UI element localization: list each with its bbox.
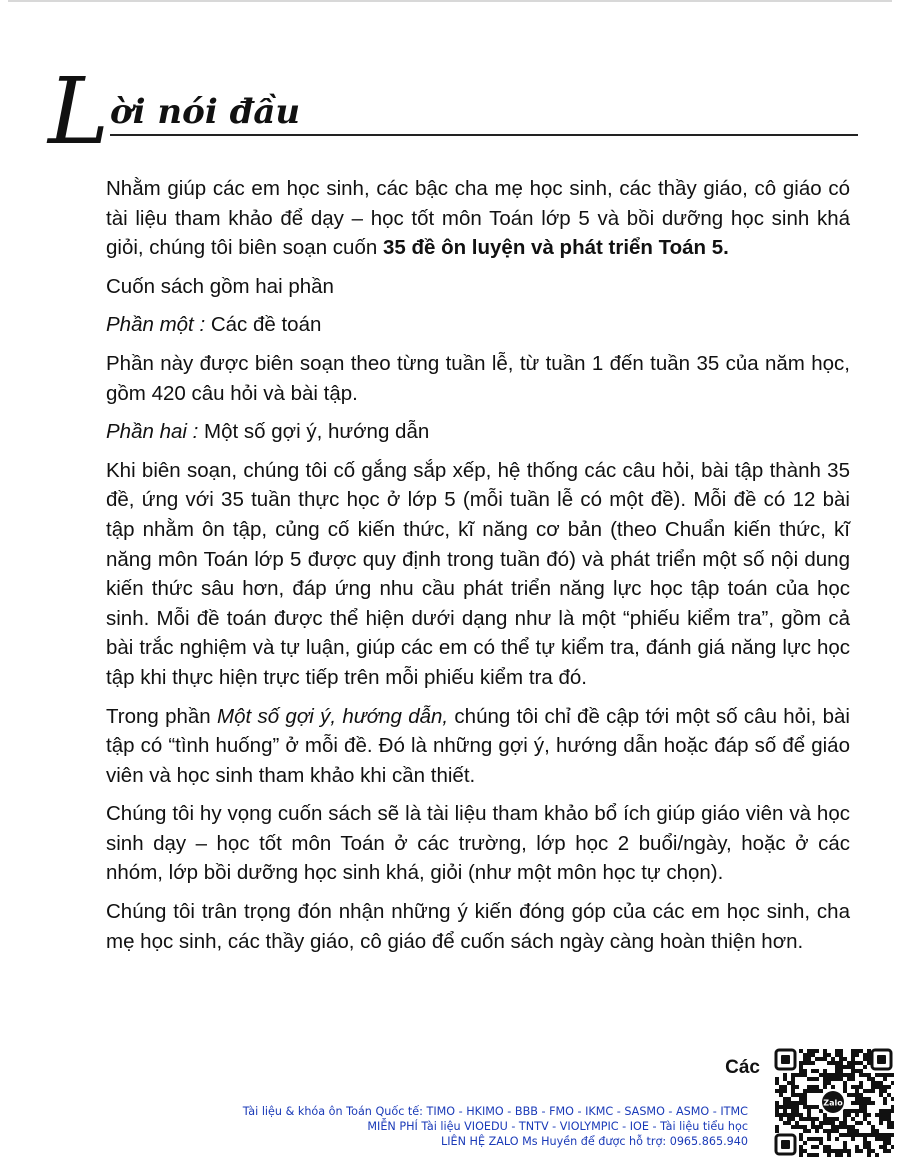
hints-italic: Một số gợi ý, hướng dẫn, <box>217 704 449 728</box>
part-two-label: Phần hai : <box>106 420 199 444</box>
title-initial: L <box>48 58 110 165</box>
part-one-heading <box>106 310 850 340</box>
part-one-description: Phần này được biên soạn theo từng tuần lễ, từ tuần 1 đến tuần 35 của năm học, gồm 420 câu hỏi và bài tập. <box>106 351 850 405</box>
part-two-text: Một số gợi ý, hướng dẫn <box>198 420 430 444</box>
structure-paragraph: Cuốn sách gồm hai phần <box>106 274 334 298</box>
footer-promo <box>243 1104 748 1149</box>
thanks-paragraph: Chúng tôi trân trọng đón nhận những ý kiến đóng góp của các em học sinh, cha mẹ học sinh, các thầy giáo, cô giáo để cuốn sách ngày càng hoàn thiện hơn. <box>106 900 850 953</box>
intro-text: Nhằm giúp các em học sinh, các bậc cha mẹ học sinh, các thầy giáo, cô giáo có tài liệu tham khảo để dạy – học tốt môn Toán lớp 5 và bồi dưỡng học sinh khá giỏi, chúng tôi biên soạn cuốn <box>106 177 850 260</box>
compose-paragraph: Khi biên soạn, chúng tôi cố gắng sắp xếp, hệ thống các câu hỏi, bài tập thành 35 đề, ứng với 35 tuần thực học ở lớp 5 (mỗi tuần lễ có một đề). Mỗi đề có 12 bài tập nhằm ôn tập, củng cố kiến thức, kĩ năng cơ bản (theo Chuẩn kiến thức, kĩ năng môn Toán lớp 5 được quy định trong tuần đó) và phát triển một số nội dung kiến thức sâu hơn, đáp ứng nhu cầu phát triển năng lực học tập toán của học sinh. Mỗi đề toán được thể hiện dưới dạng như là một “phiếu kiểm tra”, gồm cả bài trắc nghiệm và tự luận, giúp các em có thể tự kiểm tra, đánh giá năng lực học tập khi thực hiện trực tiếp trên mỗi phiếu kiểm tra đó. <box>106 458 850 689</box>
part-one-label: Phần một : <box>106 313 206 337</box>
book-title: 35 đề ôn luyện và phát triển Toán 5. <box>382 236 729 260</box>
part-one-text: Các đề toán <box>205 313 322 337</box>
footer-line-2: MIỄN PHÍ Tài liệu VIOEDU - TNTV - VIOLYMPIC - IOE - Tài liệu tiểu học <box>367 1120 748 1133</box>
footer-line-3: LIÊN HỆ ZALO Ms Huyền để được hỗ trợ: 0965.865.940 <box>441 1135 748 1148</box>
title-underline <box>110 134 858 136</box>
signoff-text: Các <box>725 1057 760 1078</box>
hints-text-after: chúng tôi chỉ đề cập tới một số câu hỏi, bài tập có “tình huống” ở mỗi đề. Đó là những gợi ý, hướng dẫn hoặc đáp số để giáo viên và học sinh tham khảo khi cần thiết. <box>106 704 850 787</box>
zalo-badge-text: Zalo <box>823 1098 843 1108</box>
page-title <box>48 58 858 165</box>
qr-code-icon[interactable] <box>773 1047 894 1157</box>
hints-paragraph <box>106 702 850 791</box>
top-divider <box>8 0 892 2</box>
hope-paragraph: Chúng tôi hy vọng cuốn sách sẽ là tài liệu tham khảo bổ ích giúp giáo viên và học sinh dạy – học tốt môn Toán ở các trường, lớp học 2 buổi/ngày, hoặc ở các nhóm, lớp bồi dưỡng học sinh khá, giỏi (như một môn học tự chọn). <box>106 802 850 885</box>
footer-line-1: Tài liệu & khóa ôn Toán Quốc tế: TIMO - HKIMO - BBB - FMO - IKMC - SASMO - ASMO - ITMC <box>242 1105 748 1118</box>
intro-paragraph <box>106 174 850 263</box>
hints-text-before: Trong phần <box>106 704 217 728</box>
preface-body <box>106 174 850 956</box>
part-two-heading <box>106 417 850 447</box>
title-text: ời nói đầu <box>110 92 301 132</box>
